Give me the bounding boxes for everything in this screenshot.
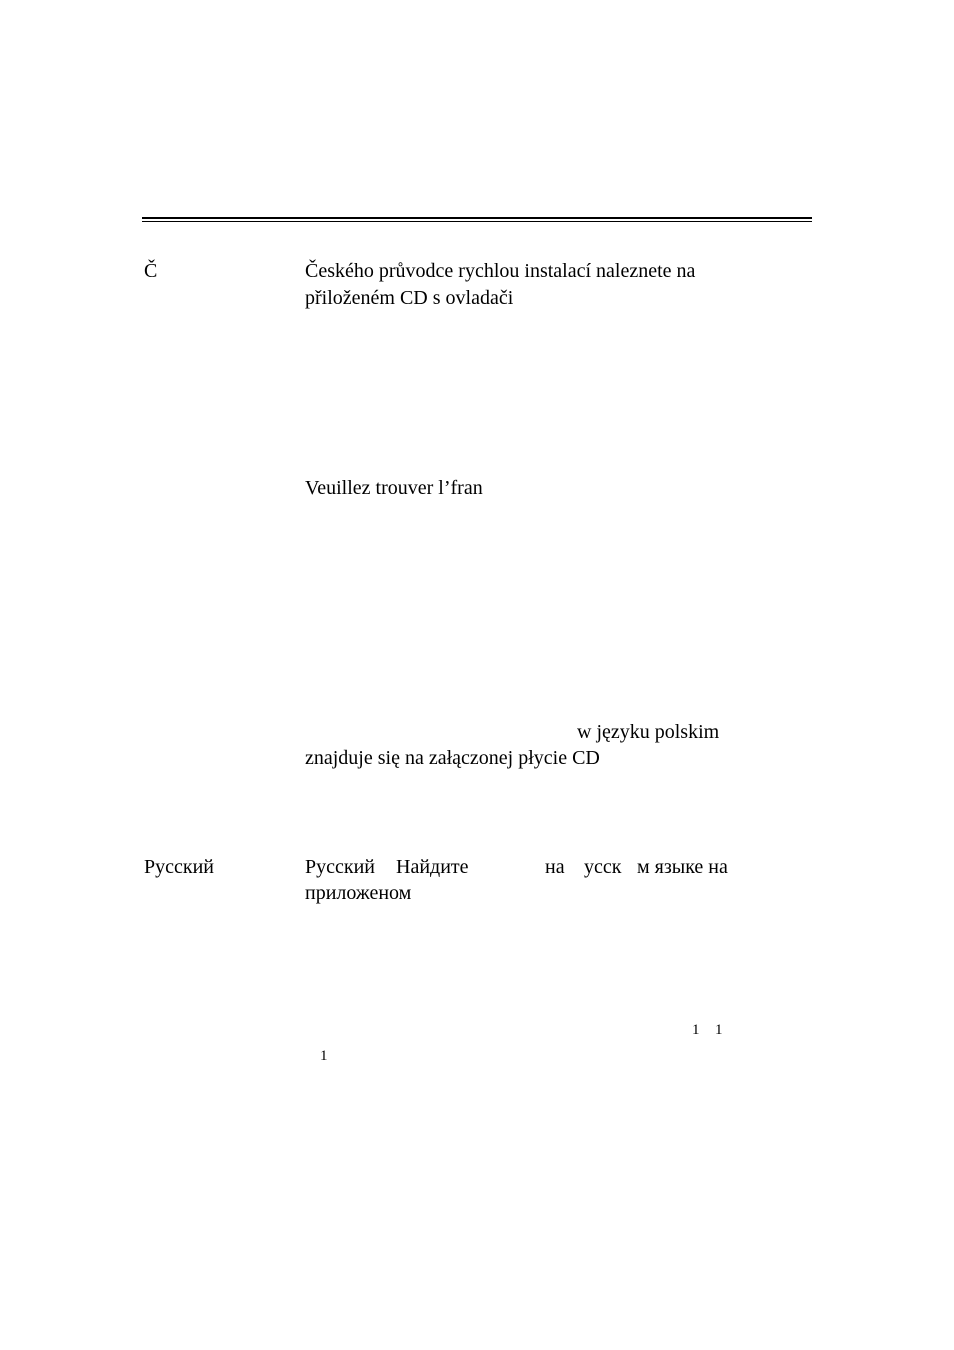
header-rule-thick bbox=[142, 217, 812, 219]
french-text-line-1: Veuillez trouver l’fran bbox=[305, 477, 483, 499]
czech-text-line-1: Českého průvodce rychlou instalací naleznete na bbox=[305, 260, 696, 282]
footnote-numeral: 1 bbox=[692, 1022, 700, 1038]
russian-text-part-1: Русский bbox=[305, 856, 375, 878]
russian-text-part-2: Найдите bbox=[396, 856, 469, 878]
polish-text-line-2: znajduje się na załączonej płycie CD bbox=[305, 747, 600, 769]
russian-text-part-4: усск bbox=[584, 856, 622, 878]
russian-text-line-2: приложеном bbox=[305, 882, 412, 904]
czech-text-line-2: přiloženém CD s ovladači bbox=[305, 287, 514, 309]
russian-text-part-3: на bbox=[545, 856, 565, 878]
footnote-numeral: 1 bbox=[320, 1048, 328, 1064]
russian-text-part-5: м языке на bbox=[637, 856, 728, 878]
polish-text-line-1: w języku polskim bbox=[577, 721, 720, 743]
russian-language-label: Русский bbox=[144, 856, 214, 878]
footnote-numeral: 1 bbox=[715, 1022, 723, 1038]
czech-language-label: Č bbox=[144, 260, 158, 282]
header-rule-thin bbox=[142, 221, 812, 222]
